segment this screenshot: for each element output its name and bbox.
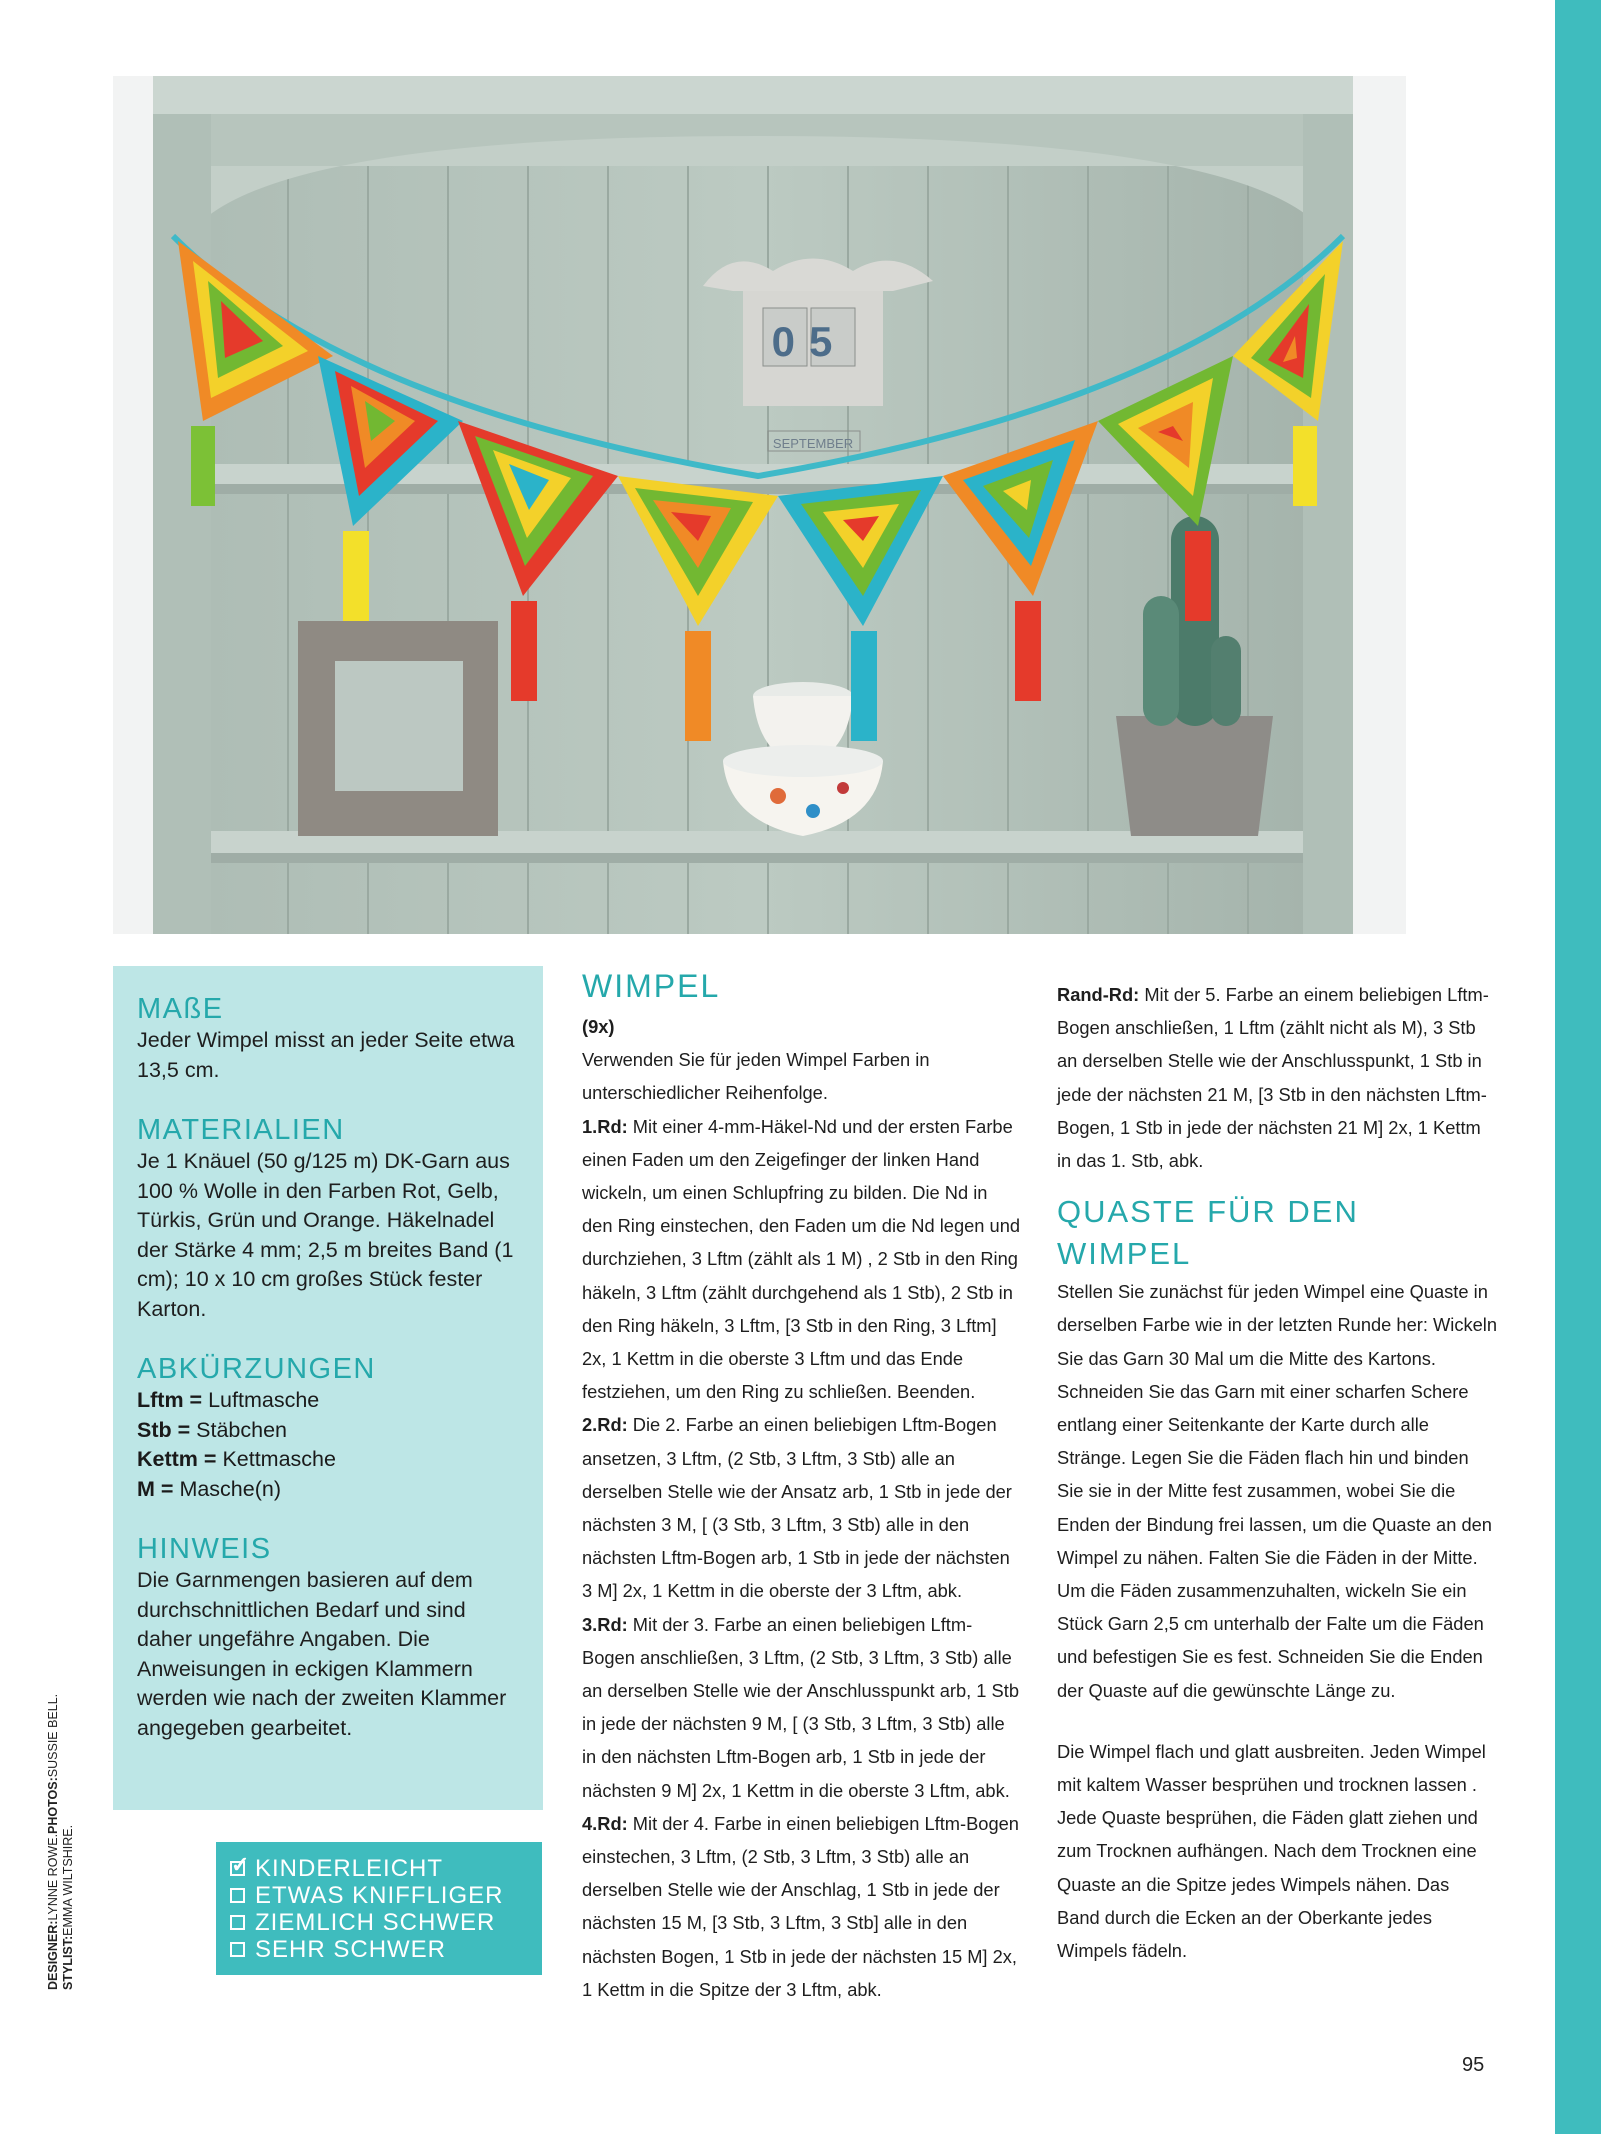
round-2: 2.Rd: Die 2. Farbe an einen beliebigen Lftm-Bogen ansetzen, 3 Lftm, (2 Stb, 3 Lftm, 3 Stb) alle an derselben Stelle wie der Ansatz arb, 1 Stb in jede der nächsten 3 M, [ (3 Stb, 3 Lftm, 3 Stb) alle in den nächsten Lftm-Bogen arb, 1 Stb in jede der nächsten 3 M] 2x, 1 Kettm in die oberste der 3 Lftm, abk. bbox=[582, 1414, 1012, 1602]
round-4: 4.Rd: Mit der 4. Farbe in einen beliebigen Lftm-Bogen einstechen, 3 Lftm, (2 Stb, 3 Lftm, 3 Stb) alle an derselben Stelle wie der Anschlag, 1 Stb in jede der nächsten 15 M, [3 Stb, 3 Lftm, 3 Stb] alle in den nächsten Bogen, 1 Stb in jede der nächsten 15 M] 2x, 1 Kettm in die Spitze der 3 Lftm, abk. bbox=[582, 1812, 1019, 2000]
round-1: 1.Rd: Mit einer 4-mm-Häkel-Nd und der ersten Farbe einen Faden um den Zeigefinger der linken Hand wickeln, um einen Schlupfring zu bilden. Die Nd in den Ring einstechen, den Faden um die Nd legen und durchziehen, 3 Lftm (zählt als 1 M) , 2 Stb in den Ring häkeln, 3 Lftm (zählt durchgehend als 1 Stb), 2 Stb in den Ring häkeln, 3 Lftm, [3 Stb in den Ring, 3 Lftm] 2x, 1 Kettm in die oberste 3 Lftm und das Ende festziehen, um den Ring zu schließen. Beenden. bbox=[582, 1115, 1021, 1403]
edge-color-bar bbox=[1555, 0, 1601, 2134]
abbreviation-item: Stb = Stäbchen bbox=[137, 1417, 288, 1442]
masse-heading: MAßE bbox=[137, 993, 224, 1025]
wimpel-heading: WIMPEL bbox=[582, 968, 721, 1004]
checkbox-empty-icon bbox=[230, 1915, 245, 1930]
quaste-column bbox=[1057, 978, 1497, 1967]
quaste-text: Stellen Sie zunächst für jeden Wimpel eine Quaste in derselben Farbe wie in der letzten Runde her: Wickeln Sie das Garn 30 Mal um die Mitte des Kartons. Schneiden Sie das Garn mit einer scharfen Schere entlang einer Seitenkante der Karte durch alle Stränge. Legen Sie die Fäden flach hin und binden Sie sie in der Mitte fest zusammen, wobei Sie die Enden der Bindung frei lassen, um die Quaste an den Wimpel zu nähen. Falten Sie die Fäden in der Mitte. Um die Fäden zusammenzuhalten, wickeln Sie ein Stück Garn 2,5 cm unterhalb der Falte um die Fäden und befestigen Sie es fest. Schneiden Sie die Enden der Quaste auf die gewünschte Länge zu. bbox=[1057, 1281, 1497, 1701]
difficulty-rating bbox=[216, 1842, 542, 1975]
round-3: 3.Rd: Mit der 3. Farbe an einen beliebigen Lftm-Bogen anschließen, 3 Lftm, (2 Stb, 3 Lftm, 3 Stb) alle an derselben Stelle wie der Anschlusspunkt arb, 1 Stb in jede der nächsten 9 M, [ (3 Stb, 3 Lftm, 3 Stb) alle in den nächsten Lftm-Bogen arb, 1 Stb in jede der nächsten 9 M] 2x, 1 Kettm in die oberste 3 Lftm, abk. bbox=[582, 1613, 1019, 1801]
difficulty-option: ZIEMLICH SCHWER bbox=[230, 1909, 542, 1936]
masse-text: Jeder Wimpel misst an jeder Seite etwa 13,5 cm. bbox=[137, 1028, 515, 1082]
checkbox-empty-icon bbox=[230, 1888, 245, 1903]
info-box bbox=[113, 966, 543, 1810]
date-month: SEPTEMBER bbox=[772, 436, 854, 451]
abkuerzungen-heading: ABKÜRZUNGEN bbox=[137, 1353, 376, 1385]
page-number: 95 bbox=[1462, 2054, 1485, 2076]
checkbox-empty-icon bbox=[230, 1942, 245, 1957]
difficulty-option: ETWAS KNIFFLIGER bbox=[230, 1882, 542, 1909]
wimpel-count: (9x) bbox=[582, 1016, 615, 1037]
round-rand: Rand-Rd: Mit der 5. Farbe an einem beliebigen Lftm-Bogen anschließen, 1 Lftm (zählt nicht als M), 3 Stb an derselben Stelle wie der Anschlusspunkt, 1 Stb in jede der nächsten 21 M, [3 Stb in den nächsten Lftm-Bogen, 1 Stb in jede der nächsten 21 M] 2x, 1 Kettm in das 1. Stb, abk. bbox=[1057, 984, 1489, 1172]
finish-text: Die Wimpel flach und glatt ausbreiten. Jeden Wimpel mit kaltem Wasser besprühen und trocknen lassen . Jede Quaste besprühen, die Fäden glatt ziehen und zum Trocknen aufhängen. Nach dem Trocknen eine Quaste an die Spitze jedes Wimpels nähen. Das Band durch die Ecken an der Oberkante jedes Wimpels fädeln. bbox=[1057, 1740, 1486, 1962]
hinweis-heading: HINWEIS bbox=[137, 1533, 272, 1565]
abbreviation-item: M = Masche(n) bbox=[137, 1476, 281, 1501]
wimpel-intro: Verwenden Sie für jeden Wimpel Farben in unterschiedlicher Reihenfolge. bbox=[582, 1049, 930, 1104]
abbreviation-item: Kettm = Kettmasche bbox=[137, 1447, 336, 1471]
wimpel-column bbox=[582, 962, 1022, 2006]
hinweis-text: Die Garnmengen basieren auf dem durchschnittlichen Bedarf und sind daher ungefähre Angaben. Die Anweisungen in eckigen Klammern werden wie nach der zweiten Klammer angegeben gearbeitet. bbox=[137, 1568, 507, 1740]
difficulty-option: SEHR SCHWER bbox=[230, 1936, 542, 1963]
materialien-text: Je 1 Knäuel (50 g/125 m) DK-Garn aus 100 % Wolle in den Farben Rot, Gelb, Türkis, Grün und Orange. Häkelnadel der Stärke 4 mm; 2,5 m breites Band (1 cm); 10 x 10 cm großes Stück fester Karton. bbox=[137, 1149, 514, 1321]
materialien-heading: MATERIALIEN bbox=[137, 1114, 345, 1146]
difficulty-option: ✓ KINDERLEICHT bbox=[231, 1852, 444, 1882]
abbreviation-item: Lftm = Luftmasche bbox=[137, 1388, 320, 1412]
abbreviation-list bbox=[137, 1386, 519, 1504]
bunting-photo bbox=[113, 76, 1406, 934]
date-digits: 05 bbox=[771, 318, 847, 365]
photo-credits: DESIGNER:LYNNE ROWE.PHOTOS:SUSSIE BELL. STYLIST:EMMA WILTSHIRE. bbox=[46, 1693, 75, 1990]
checkbox-checked-icon: ✓ bbox=[231, 1852, 251, 1877]
quaste-heading: QUASTE FÜR DEN WIMPEL bbox=[1057, 1194, 1359, 1272]
